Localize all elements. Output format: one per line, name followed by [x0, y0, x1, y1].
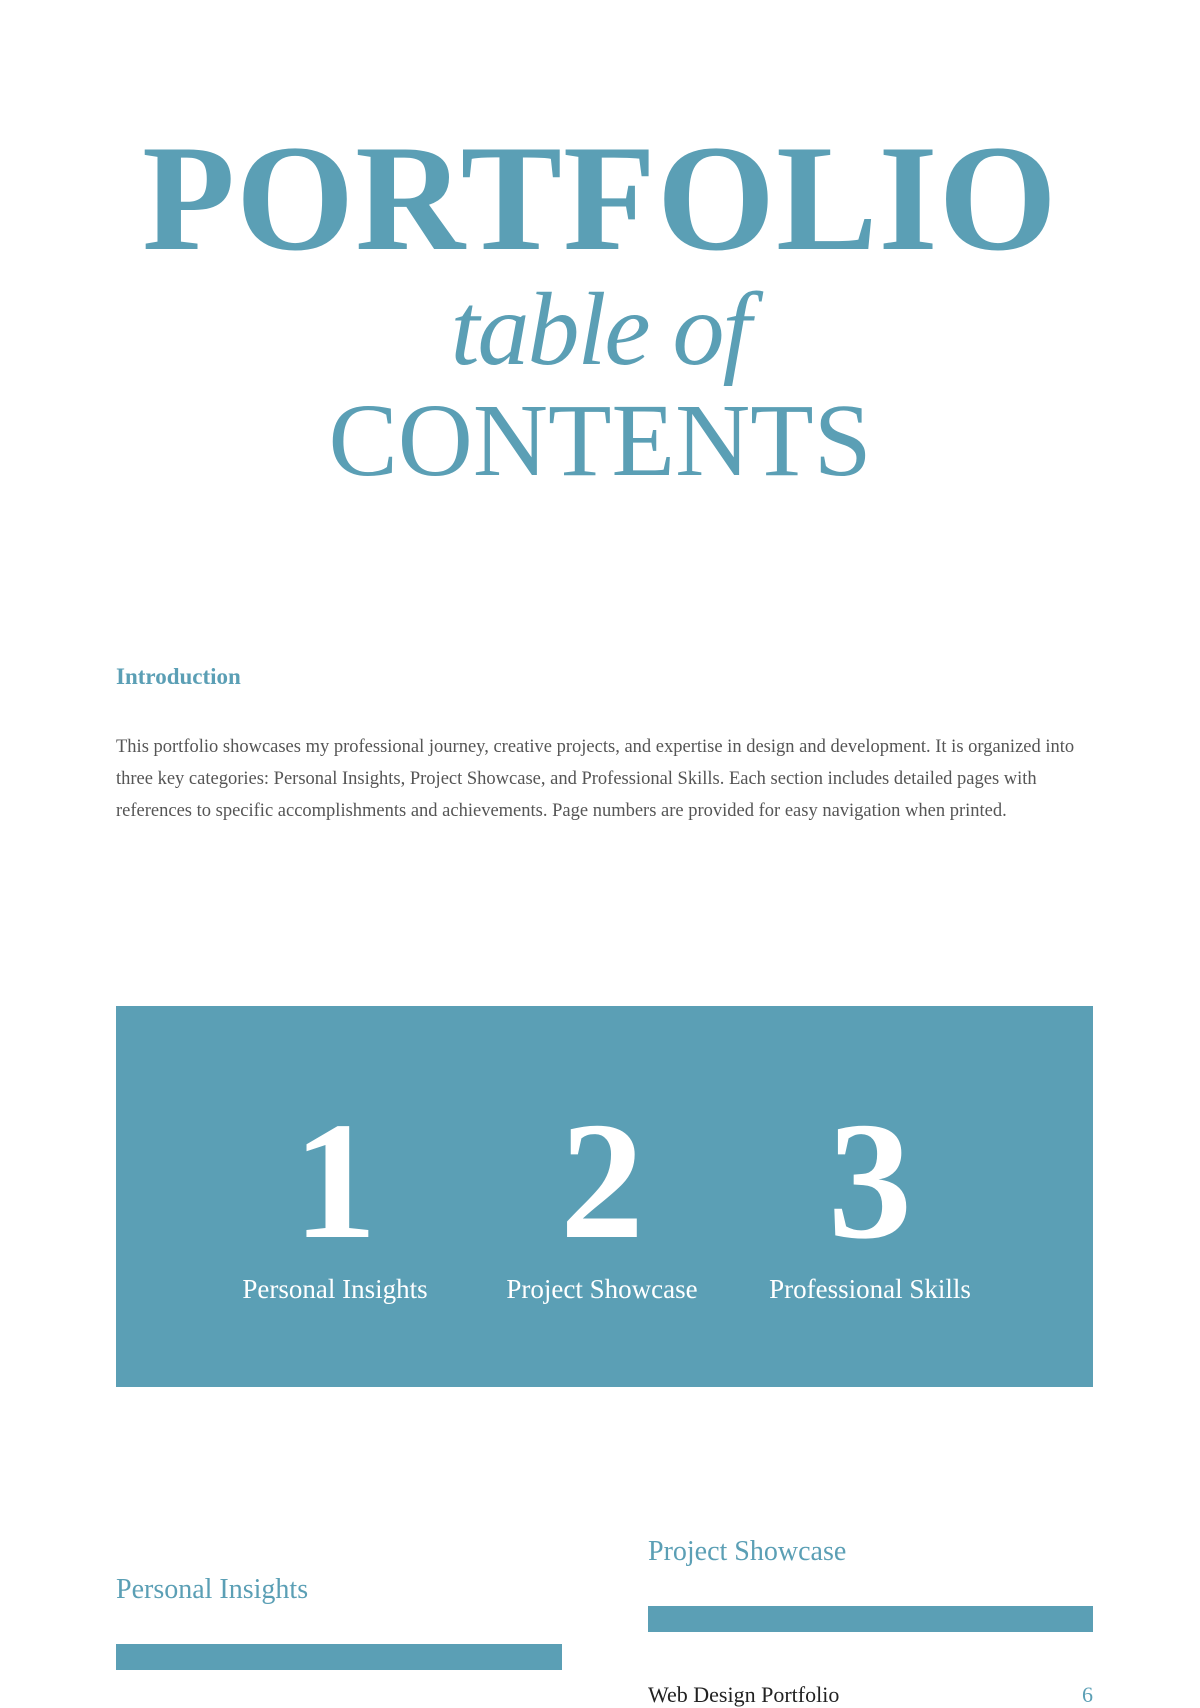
script-subtitle: table of [450, 272, 750, 387]
category-3[interactable] [750, 1088, 990, 1305]
toc-entry[interactable] [648, 1682, 1093, 1708]
section-divider-bar [648, 1606, 1093, 1632]
category-label: Personal Insights [242, 1274, 428, 1304]
category-number: 2 [560, 1088, 644, 1274]
project-showcase-heading: Project Showcase [648, 1536, 847, 1567]
category-label: Professional Skills [769, 1274, 971, 1304]
personal-insights-heading: Personal Insights [116, 1574, 309, 1605]
category-number: 1 [293, 1088, 377, 1274]
category-1[interactable] [215, 1088, 455, 1305]
introduction-heading: Introduction [116, 664, 241, 689]
category-number: 3 [828, 1088, 912, 1274]
page-title: PORTFOLIO [142, 114, 1058, 282]
section-divider-bar [116, 1644, 562, 1670]
category-label: Project Showcase [506, 1274, 698, 1304]
contents-heading: CONTENTS [328, 383, 872, 498]
categories-panel [116, 1006, 1093, 1387]
introduction-text: This portfolio showcases my professional journey, creative projects, and expertise in design and development. It is organized into three key categories: Personal Insights, Project Showcase, and Professional Skills. Each section includes detailed pages with references to specific accomplishments and achievements. Page numbers are provided for easy navigation when printed. [116, 737, 1075, 821]
toc-entry-title: Web Design Portfolio [648, 1682, 840, 1707]
toc-entry-page: 6 [1082, 1682, 1093, 1707]
category-2[interactable] [482, 1088, 722, 1305]
